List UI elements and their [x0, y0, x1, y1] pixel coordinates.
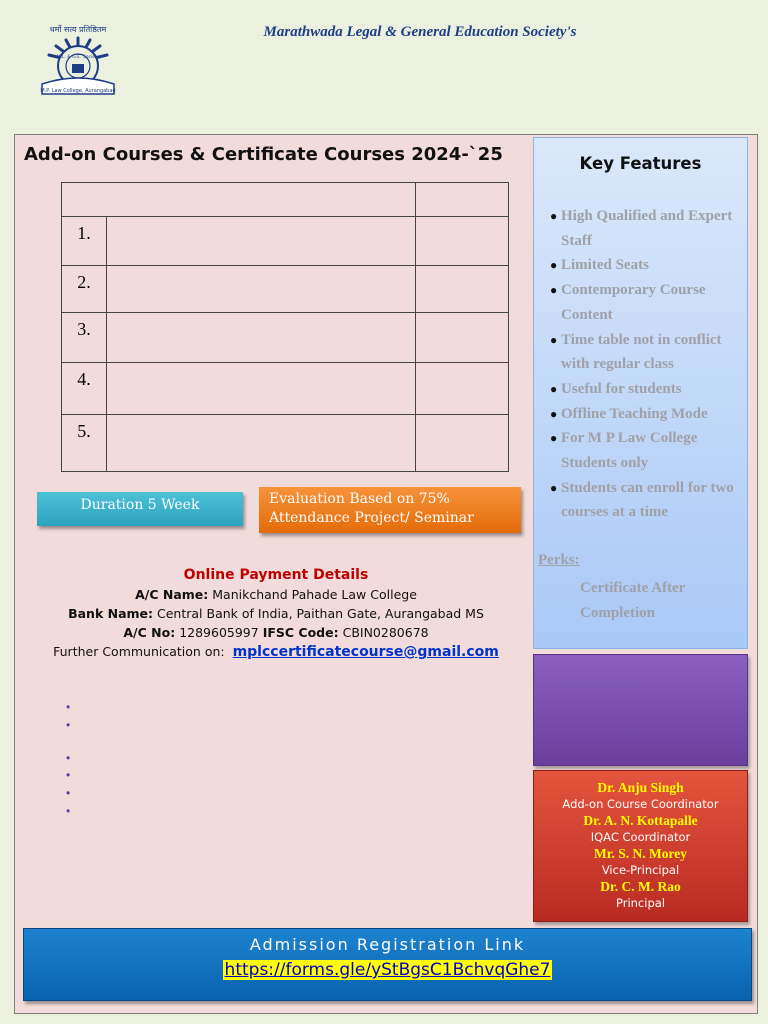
bullet-dot: •	[66, 751, 71, 765]
duration-badge: Duration 5 Week	[37, 492, 243, 526]
table-row	[62, 415, 509, 472]
communication-label: Further Communication on:	[53, 644, 225, 659]
feature-item	[550, 402, 745, 427]
payment-details	[30, 566, 522, 662]
staff-role: Add-on Course Coordinator	[562, 797, 719, 811]
bullet-dot: •	[66, 786, 71, 800]
course-detail-cell	[416, 217, 509, 266]
feature-text: Useful for students	[561, 380, 682, 397]
bullet-icon: ●	[550, 332, 558, 347]
ifsc-label: IFSC Code:	[262, 625, 339, 640]
bullet-dot: •	[66, 700, 71, 714]
course-detail-cell	[416, 415, 509, 472]
bank-name: Central Bank of India, Paithan Gate, Aurangabad MS	[157, 606, 484, 621]
table-row	[62, 217, 509, 266]
payment-heading: Online Payment Details	[183, 567, 369, 583]
feature-list	[550, 204, 745, 525]
purple-panel	[533, 654, 748, 766]
row-number: 2.	[62, 266, 107, 313]
course-name-cell	[107, 313, 416, 363]
feature-text: Time table not in conflict with regular class	[561, 331, 722, 373]
bullet-icon: ●	[550, 480, 558, 495]
communication-line	[30, 642, 522, 662]
admission-title: Admission Registration Link	[249, 935, 526, 954]
table-header-cell	[62, 183, 416, 217]
page-title: Add-on Courses & Certificate Courses 2024-`25	[24, 144, 503, 165]
row-number: 1.	[62, 217, 107, 266]
table-row	[62, 266, 509, 313]
table-row	[62, 363, 509, 415]
bullet-dot: •	[66, 768, 71, 782]
ifsc-code: CBIN0280678	[342, 625, 429, 640]
account-name-label: A/C Name:	[135, 587, 209, 602]
bullet-icon: ●	[550, 258, 558, 273]
bullet-icon: ●	[550, 209, 558, 223]
feature-item	[550, 328, 745, 377]
feature-text: Students can enroll for two courses at a time	[561, 479, 734, 521]
feature-text: Limited Seats	[561, 257, 649, 274]
feature-item	[550, 278, 745, 327]
feature-text: Contemporary Course Content	[561, 282, 706, 323]
course-detail-cell	[416, 266, 509, 313]
bullet-icon: ●	[550, 406, 558, 421]
evaluation-badge: Evaluation Based on 75% Attendance Project/ Seminar	[259, 487, 521, 533]
staff-name: Mr. S. N. Morey	[594, 846, 687, 861]
bullet-icon: ●	[550, 283, 558, 298]
bullet-dot: •	[66, 718, 71, 732]
row-number: 3.	[62, 313, 107, 363]
logo-caption: M.P. Law College, Aurangabad	[40, 88, 116, 94]
feature-item	[550, 377, 745, 402]
key-features-title: Key Features	[579, 154, 702, 173]
account-no-label: A/C No:	[123, 625, 176, 640]
course-name-cell	[107, 415, 416, 472]
college-emblem-icon	[36, 22, 120, 98]
feature-text: Offline Teaching Mode	[561, 405, 708, 422]
bank-label: Bank Name:	[68, 606, 154, 621]
account-no: 1289605997	[179, 625, 259, 640]
perks-label: Perks:	[538, 552, 580, 568]
feature-item	[550, 476, 745, 525]
feature-item	[550, 204, 745, 253]
staff-name: Dr. A. N. Kottapalle	[583, 813, 698, 828]
table-header-cell	[416, 183, 509, 217]
account-name: Manikchand Pahade Law College	[212, 587, 417, 602]
feature-text: High Qualified and Expert Staff	[561, 208, 733, 249]
row-number: 5.	[62, 415, 107, 472]
logo-motto: धर्मो सत्य प्रतिष्ठितम	[49, 25, 107, 34]
bullet-dot: •	[66, 804, 71, 818]
feature-text: For M P Law College Students only	[561, 430, 698, 472]
staff-name: Dr. Anju Singh	[597, 780, 684, 795]
course-table	[61, 182, 509, 472]
feature-item	[550, 426, 745, 475]
account-number-line	[30, 623, 522, 642]
course-name-cell	[107, 217, 416, 266]
bank-line	[30, 604, 522, 623]
logo-ring-text: M.L. & G.E. Society	[56, 55, 100, 60]
staff-panel	[533, 770, 748, 922]
table-header-row	[62, 183, 509, 217]
perks-text: Certificate After Completion	[580, 580, 686, 621]
society-name: Marathwada Legal & General Education Society's	[263, 24, 577, 40]
table-row	[62, 313, 509, 363]
course-name-cell	[107, 363, 416, 415]
admission-banner	[23, 928, 752, 1001]
bullet-icon: ●	[550, 431, 558, 446]
bullet-icon: ●	[550, 381, 558, 396]
row-number: 4.	[62, 363, 107, 415]
course-detail-cell	[416, 313, 509, 363]
account-name-line	[30, 585, 522, 604]
staff-role: Principal	[615, 896, 665, 910]
email-link[interactable]: mplccertificatecourse@gmail.com	[232, 644, 499, 660]
staff-name: Dr. C. M. Rao	[600, 879, 681, 894]
course-detail-cell	[416, 363, 509, 415]
staff-role: Vice-Principal	[601, 863, 680, 877]
registration-link[interactable]: https://forms.gle/yStBgsC1BchvqGhe7	[224, 960, 551, 980]
staff-role: IQAC Coordinator	[590, 830, 691, 844]
course-name-cell	[107, 266, 416, 313]
feature-item	[550, 253, 745, 278]
